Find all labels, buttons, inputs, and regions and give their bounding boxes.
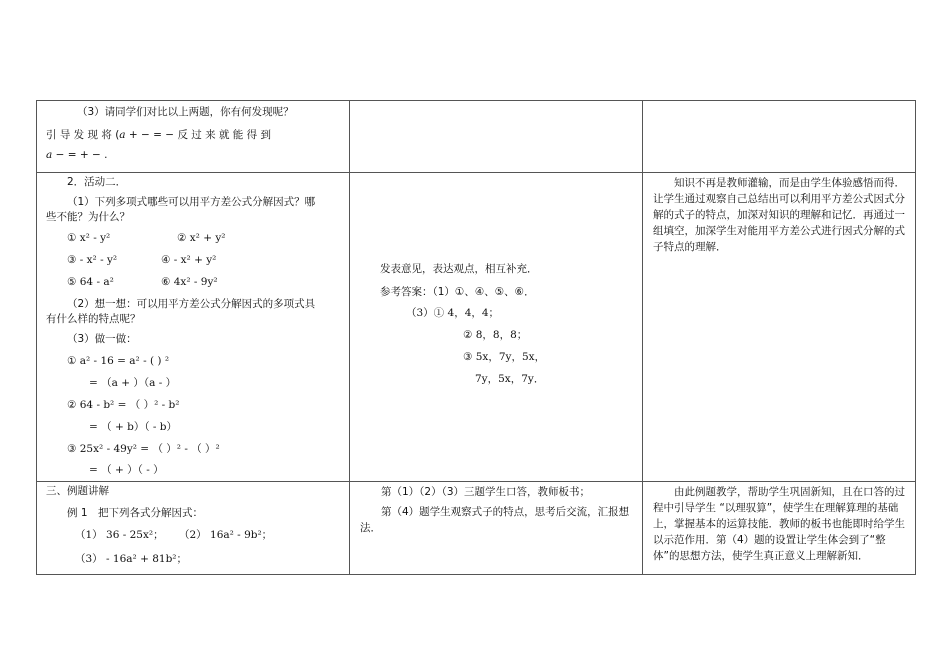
- row1-guide-line1: [46, 128, 271, 142]
- exercise-2b: = （ + b）（ - b）: [89, 421, 178, 433]
- design-intent-2: 知识不再是教师灌输，而是由学生体验感悟而得．让学生通过观察自己总结出可以利用平方差公式因式分解的式子的特点，加深对知识的理解和记忆．再通过一组填空，加深学生对能用平方差公式进行因式分解的式子特点的理解．: [653, 177, 905, 253]
- guide-text-3: − = + − .: [52, 149, 108, 161]
- design-intent-3: 由此例题教学，帮助学生巩固新知，且在口答的过程中引导学生 “以理驭算”，使学生在理解算理的基础上，掌握基本的运算技能．教师的板书也能即时给学生以示范作用．第（4）题的设置让学生体会到了“整体”的思想方法，使学生真正意义上理解新知．: [653, 486, 905, 562]
- guide-text: 引 导 发 现 将 (: [46, 129, 120, 141]
- activity-title: 2．活动二．: [67, 176, 127, 188]
- mid-line-1: 发表意见，表达观点，相互补充．: [380, 263, 538, 275]
- row2-activity-cell: [350, 173, 643, 482]
- mid-line-5: ③ 5x，7y，5x，: [463, 351, 546, 363]
- row3-content-cell: [37, 482, 350, 575]
- row1-guide-line2: [46, 148, 107, 162]
- example-label: 例 1 把下列各式分解因式：: [67, 507, 204, 519]
- q1-line2: 些不能？为什么？: [46, 211, 130, 223]
- guide-var-2: a: [46, 149, 53, 161]
- row1-intent-cell: [643, 101, 916, 173]
- exercise-3a: ③ 25x² - 49y² = （ ）² - （ ）²: [67, 443, 220, 455]
- mid-line-6: 7y，5x，7y．: [475, 373, 545, 385]
- q3-title: （3）做一做：: [67, 333, 137, 345]
- q2-line2: 有什么样的特点呢？: [46, 313, 141, 325]
- option-5: ⑤ 64 - a²: [67, 276, 114, 288]
- mid-line-3: （3）① 4，4，4；: [406, 307, 500, 319]
- row1-question3: （3）请同学们对比以上两题，你有何发现呢？: [77, 106, 294, 118]
- guide-var: a: [119, 129, 126, 141]
- exercise-3b: = （ + ）（ - ）: [89, 464, 164, 476]
- row2-intent-cell: [643, 173, 916, 482]
- exercise-2a: ② 64 - b² = （ ）² - b²: [67, 399, 180, 411]
- option-3: ③ - x² - y²: [67, 254, 118, 266]
- example-part-1: （1） 36 - 25x²；: [75, 529, 164, 541]
- mid-line-2: 参考答案：（1）①、④、⑤、⑥．: [380, 286, 535, 298]
- q1-line1: （1）下列多项式哪些可以用平方差公式分解因式？哪: [67, 196, 316, 208]
- table-row: [37, 482, 916, 575]
- mid-row3-line1: 第（1）（2）（3）三题学生口答，教师板书；: [381, 486, 591, 498]
- row1-activity-cell: [350, 101, 643, 173]
- row2-content-cell: [37, 173, 350, 482]
- option-6: ⑥ 4x² - 9y²: [161, 276, 218, 288]
- row3-intent-cell: [643, 482, 916, 575]
- table-row: [37, 101, 916, 173]
- exercise-1b: = （a + ）（a - ）: [89, 377, 177, 389]
- q2-line1: （2）想一想：可以用平方差公式分解因式的多项式具: [67, 298, 316, 310]
- option-4: ④ - x² + y²: [161, 254, 217, 266]
- mid-line-4: ② 8，8，8；: [463, 329, 528, 341]
- option-2: ② x² + y²: [177, 232, 226, 244]
- row3-activity-cell: [350, 482, 643, 575]
- example-part-3: （3） - 16a² + 81b²；: [75, 553, 187, 565]
- table-row: [37, 173, 916, 482]
- example-part-2: （2） 16a² - 9b²；: [179, 529, 273, 541]
- guide-text-2: + − = − 反 过 来 就 能 得 到: [125, 129, 271, 141]
- option-1: ① x² - y²: [67, 232, 111, 244]
- lesson-plan-table: [36, 100, 916, 575]
- row1-content-cell: [37, 101, 350, 173]
- mid-row3-line2: 第（4）题学生观察式子的特点，思考后交流，汇报想法．: [360, 506, 630, 534]
- exercise-1a: ① a² - 16 = a² - ( ) ²: [67, 355, 170, 367]
- example-title: 三、例题讲解: [46, 485, 109, 497]
